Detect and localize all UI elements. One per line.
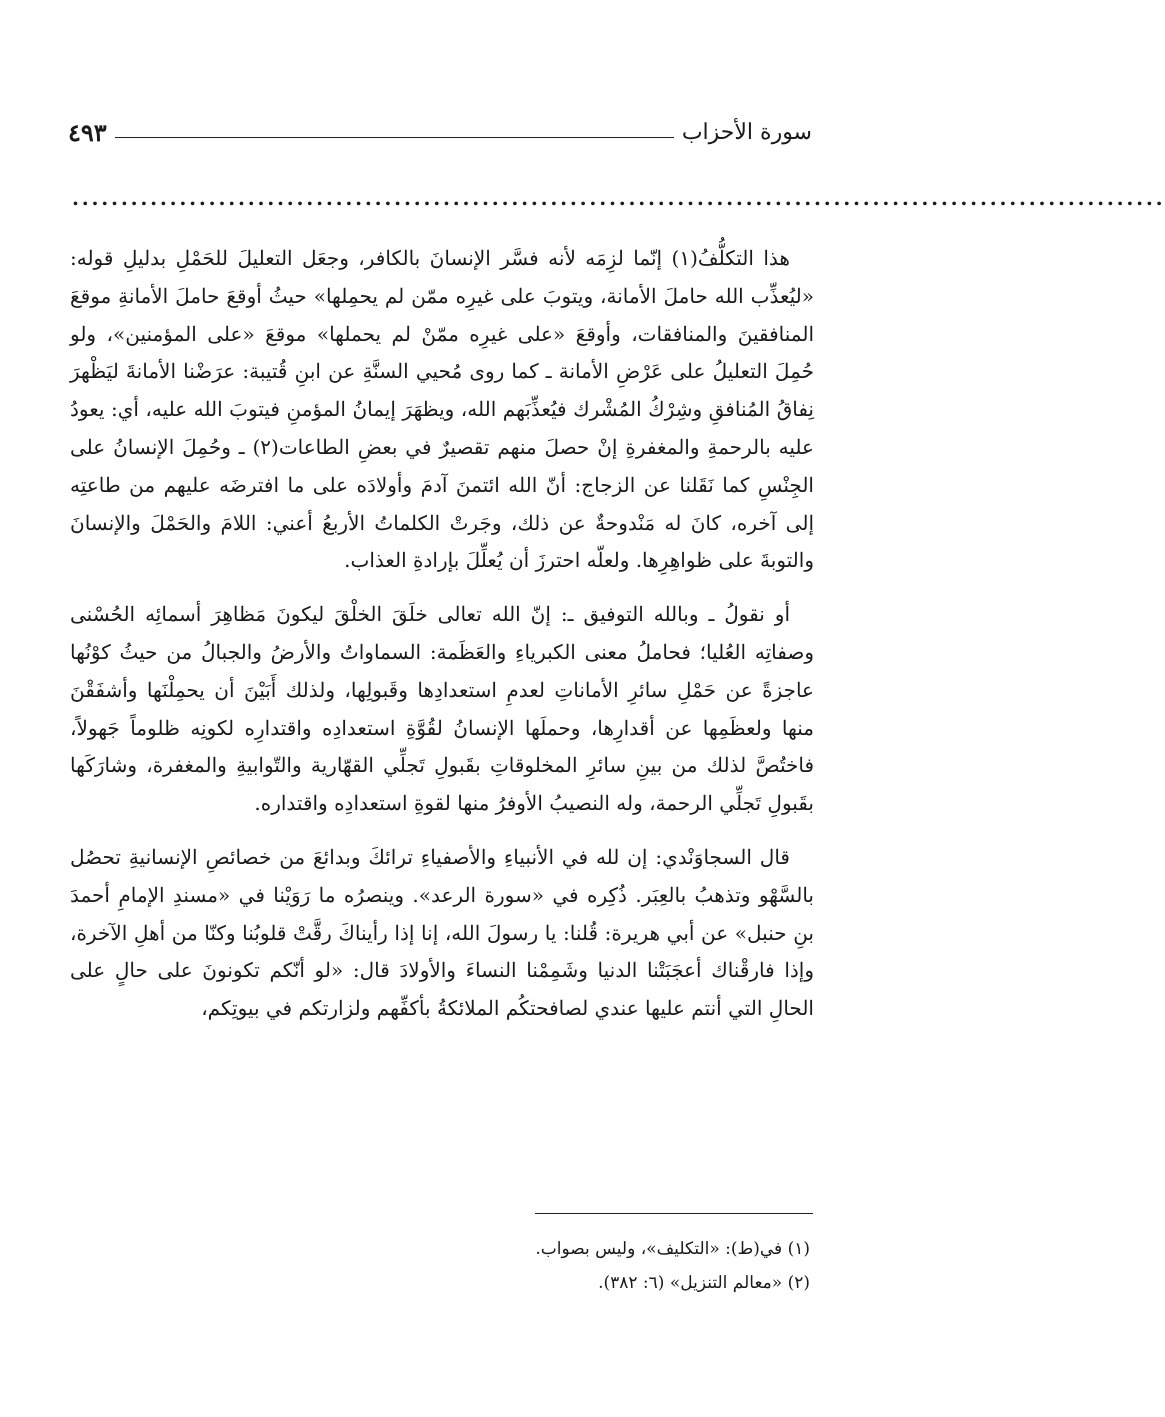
running-header [68, 112, 812, 152]
footnote: (٢) «معالم التنزيل» (٦: ٣٨٢). [598, 1273, 810, 1293]
paragraph: أو نقولُ ـ وبالله التوفيق ـ: إنّ الله تعالى خلَقَ الخلْقَ ليكونَ مَظاهِرَ أسمائِه الحُسْنى وصفاتِه العُليا؛ فحاملُ معنى الكبرياءِ والعَظَمة: السماواتُ والأرضُ والجبالُ من حيثُ كوْنُها عاجزةً عن حَمْلِ سائرِ الأماناتِ لعدمِ استعدادِها وقَبولِها، ولذلك أَبَيْنَ أن يحمِلْنَها وأشفَقْنَ منها ولعظَمِها عن أقدارِها، وحملَها الإنسانُ لقُوَّةِ استعدادِه واقتدارِه لكونِه ظلوماً جَهولاً، فاختُصَّ لذلك من بينِ سائرِ المخلوقاتِ بقَبولِ تَجلِّي القهّارية والتّوابيةِ والمغفرة، وشارَكَها بقَبولِ تَجلِّي الرحمة، وله النصيبُ الأوفرُ منها لقوةِ استعدادِه واقتداره. [70, 602, 815, 816]
chapter-title: سورة الأحزاب [681, 119, 812, 145]
footnotes [70, 1232, 810, 1300]
header-rule [115, 137, 674, 138]
footnote-rule [535, 1213, 813, 1214]
dotted-separator: ................................................................................................................ [72, 186, 1165, 210]
main-text [70, 240, 814, 1028]
page-number: ٤٩٣ [68, 117, 107, 147]
footnote: (١) في(ط): «التكليف»، وليس بصواب. [535, 1239, 810, 1259]
paragraph: قال السجاوَنْدي: إن لله في الأنبياءِ والأصفياءِ ترائكَ وبدائعَ من خصائصِ الإنسانيةِ تحصُل بالسَّهْو وتذهبُ بالعِبَر. ذُكِره في «سورة الرعد». وينصرُه ما رَوَيْنا في «مسندِ الإمامِ أحمدَ بنِ حنبل» عن أبي هريرة: قُلنا: يا رسولَ الله، إنا إذا رأيناكَ رقَّتْ قلوبُنا وكنّا من أهلِ الآخرة، وإذا فارقْناك أعجَبَتْنا الدنيا وشَمِمْنا النساءَ والأولادَ قال: «لو أنّكم تكونونَ على حالٍ على الحالِ التي أنتم عليها عندي لصافحتكُم الملائكةُ بأكفِّهم ولزارتكم في بيوتِكم، [70, 844, 814, 1021]
paragraph: هذا التكلُّفُ(١) إنّما لزِمَه لأنه فسَّر الإنسانَ بالكافر، وجعَل التعليلَ للحَمْلِ بدليلِ قوله: «ليُعذِّب الله حاملَ الأمانة، ويتوبَ على غيرِه ممّن لم يحمِلها» حيثُ أوقعَ حاملَ الأمانةِ موقعَ المنافقينَ والمنافقات، وأوقعَ «على غيرِه ممّنْ لم يحملها» موقعَ «على المؤمنين»، ولو حُمِلَ التعليلُ على عَرْضِ الأمانة ـ كما روى مُحيي السنَّةِ عن ابنِ قُتيبة: عرَضْنا الأمانةَ ليَظْهرَ نِفاقُ المُنافقِ وشِرْكُ المُشْرك فيُعذِّبَهم الله، ويظهَرَ إيمانُ المؤمنِ فيتوبَ الله عليه، أي: يعودُ عليه بالرحمةِ والمغفرةِ إنْ حصلَ منهم تقصيرٌ في بعضِ الطاعات(٢) ـ وحُمِلَ الإنسانُ على الجِنْسِ كما نَقَلنا عن الزجاج: أنّ الله ائتمنَ آدمَ وأولادَه على ما افترضَه عليهم من طاعتِه إلى آخره، كانَ له مَنْدوحةٌ عن ذلك، وجَرتْ الكلماتُ الأربعُ أعني: اللامَ والحَمْلَ والإنسانَ والتوبةَ على ظواهِرِها. ولعلّه احترزَ أن يُعلِّلَ بإرادةِ العذاب. [70, 246, 815, 573]
